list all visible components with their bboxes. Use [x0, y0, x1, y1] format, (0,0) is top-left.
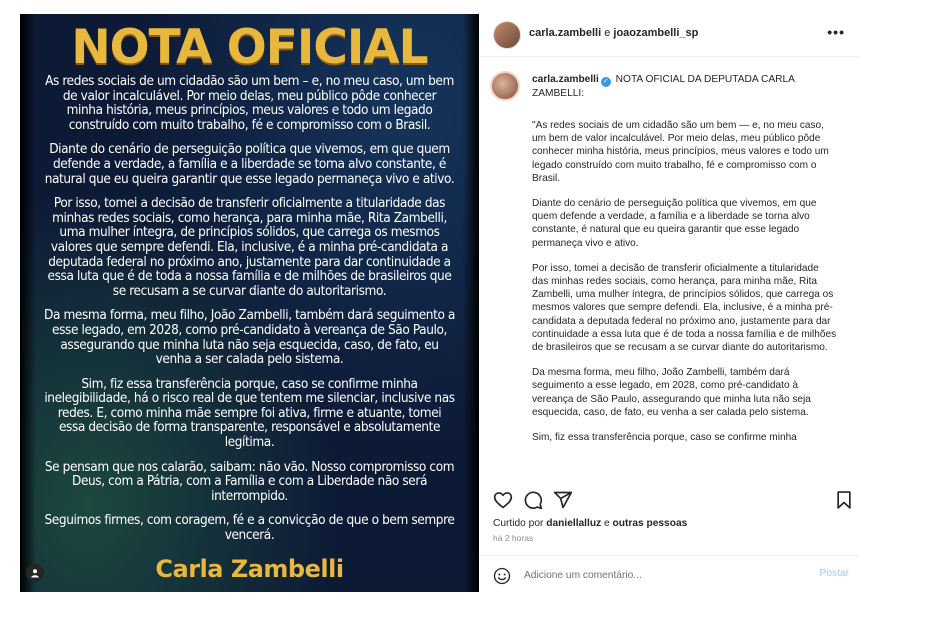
header-usernames: [529, 27, 698, 39]
post-comment-button[interactable]: Postar: [819, 568, 849, 579]
caption-area[interactable]: [479, 64, 859, 482]
caption-headline: NOTA OFICIAL DA DEPUTADA CARLA ZAMBELLI:: [532, 74, 795, 99]
liker-username[interactable]: daniellalluz: [546, 518, 602, 529]
comment-input[interactable]: [524, 566, 784, 584]
image-title: NOTA OFICIAL: [71, 20, 428, 75]
avatar[interactable]: [490, 71, 520, 101]
comment-row: [479, 562, 859, 588]
emoji-icon[interactable]: [493, 567, 511, 585]
caption-paragraph: "As redes sociais de um cidadão são um bem — e, no meu caso, um bem de valor incalculável. Por meio delas, meu público pôde conhecer minha história, meus princípios, meus valores e todo um legado construído com muito trabalho, fé e compromisso com o Brasil.: [532, 120, 829, 184]
bookmark-icon[interactable]: [834, 490, 854, 510]
image-paragraph: Seguimos firmes, com coragem, fé e a convicção de que o bem sempre vencerá.: [44, 512, 455, 544]
more-options-icon[interactable]: •••: [827, 24, 845, 40]
caption-paragraph: Diante do cenário de perseguição política que vivemos, em que quem defende a verdade, a família e a liberdade se torna alvo constante, é natural que eu queira garantir que esse legado permaneça vivo e ativo.: [532, 198, 817, 249]
caption-username[interactable]: carla.zambelli: [532, 74, 599, 85]
divider: [479, 555, 859, 556]
verified-badge-icon: ✓: [601, 77, 611, 87]
likes-joiner: e: [604, 518, 610, 529]
username-link[interactable]: carla.zambelli: [529, 27, 602, 39]
share-icon[interactable]: [553, 490, 573, 510]
image-paragraph: As redes sociais de um cidadão são um bem – e, no meu caso, um bem de valor incalculável. Por meio delas, meu público pôde conhecer minha história, meus princípios, meus valores e todo um legado construído com muito trabalho, fé e compromisso com o Brasil.: [45, 73, 454, 133]
image-paragraph: Se pensam que nos calarão, saibam: não vão. Nosso compromisso com Deus, com a Pátria, com a Família e com a Liberdade não será interrompido.: [44, 458, 455, 504]
username-link[interactable]: joaozambelli_sp: [613, 27, 699, 39]
avatar[interactable]: [493, 21, 521, 49]
likes-prefix: Curtido por: [493, 518, 544, 529]
divider: [479, 56, 859, 57]
post-sidebar: [479, 14, 859, 592]
caption-paragraph: Por isso, tomei a decisão de transferir oficialmente a titularidade das minhas redes sociais, como herança, para minha mãe, Rita Zambelli, uma mulher íntegra, de princípios sólidos, que carrega os mesmos valores que sempre defendi. Ela, inclusive, é a minha pré-candidata a deputada federal no próximo ano, justamente para dar continuidade a essa luta que é de toda a nossa família e de milhões de brasileiros que se recusam a se curvar diante do autoritarismo.: [532, 262, 837, 354]
heart-icon[interactable]: [493, 490, 513, 510]
image-paragraph: Diante do cenário de perseguição política que vivemos, em que quem defende a verdade, a família e a liberdade se torna alvo constante, é natural que eu queira garantir que esse legado permaneça vivo e ativo.: [44, 141, 455, 187]
image-paragraph: Da mesma forma, meu filho, João Zambelli, também dará seguimento a esse legado, em 2028, como pré-candidato à vereança de São Paulo, assegurando que minha luta não seja esquecida, caso, de fato, eu venha a ser calada pelo sistema.: [44, 307, 455, 368]
post-header: [479, 14, 859, 56]
image-paragraph: Sim, fiz essa transferência porque, caso se confirme minha inelegibilidade, há o risco real de que tentem me silenciar, inclusive nas redes. E, como minha mãe sempre foi ativa, firme e atuante, tomei essa decisão de forma transparente, responsável e absolutamente legítima.: [44, 375, 455, 451]
tagged-user-button[interactable]: [26, 564, 44, 582]
person-icon: [30, 568, 40, 578]
joiner-text: e: [604, 27, 611, 39]
caption-paragraph: Da mesma forma, meu filho, João Zambelli, também dará seguimento a esse legado, em 2028, como pré-candidato à vereança de São Paulo, assegurando que minha luta não seja esquecida, caso, de fato, eu venha a ser calada pelo sistema.: [532, 367, 811, 418]
caption-header: [532, 73, 832, 100]
likes-others-link[interactable]: outras pessoas: [612, 518, 688, 529]
image-body: [44, 74, 455, 553]
caption-body: [532, 119, 837, 456]
likes-summary: [493, 518, 687, 529]
action-bar: [479, 484, 859, 512]
caption-paragraph: Sim, fiz essa transferência porque, caso se confirme minha: [532, 432, 797, 444]
image-signature: Carla Zambelli: [155, 555, 344, 583]
post-image[interactable]: [20, 14, 479, 592]
image-paragraph: Por isso, tomei a decisão de transferir oficialmente a titularidade das minhas redes sociais, como herança, para minha mãe, Rita Zambelli, uma mulher íntegra, de princípios sólidos, que carrega os mesmos valores que sempre defendi. Ela, inclusive, é a minha pré-candidata a deputada federal no próximo ano, justamente para dar continuidade a essa luta que é de toda a nossa família e de milhões de brasileiros que se recusam a se curvar diante do autoritarismo.: [47, 195, 452, 299]
comment-icon[interactable]: [523, 490, 543, 510]
post-timestamp[interactable]: há 2 horas: [493, 533, 534, 543]
